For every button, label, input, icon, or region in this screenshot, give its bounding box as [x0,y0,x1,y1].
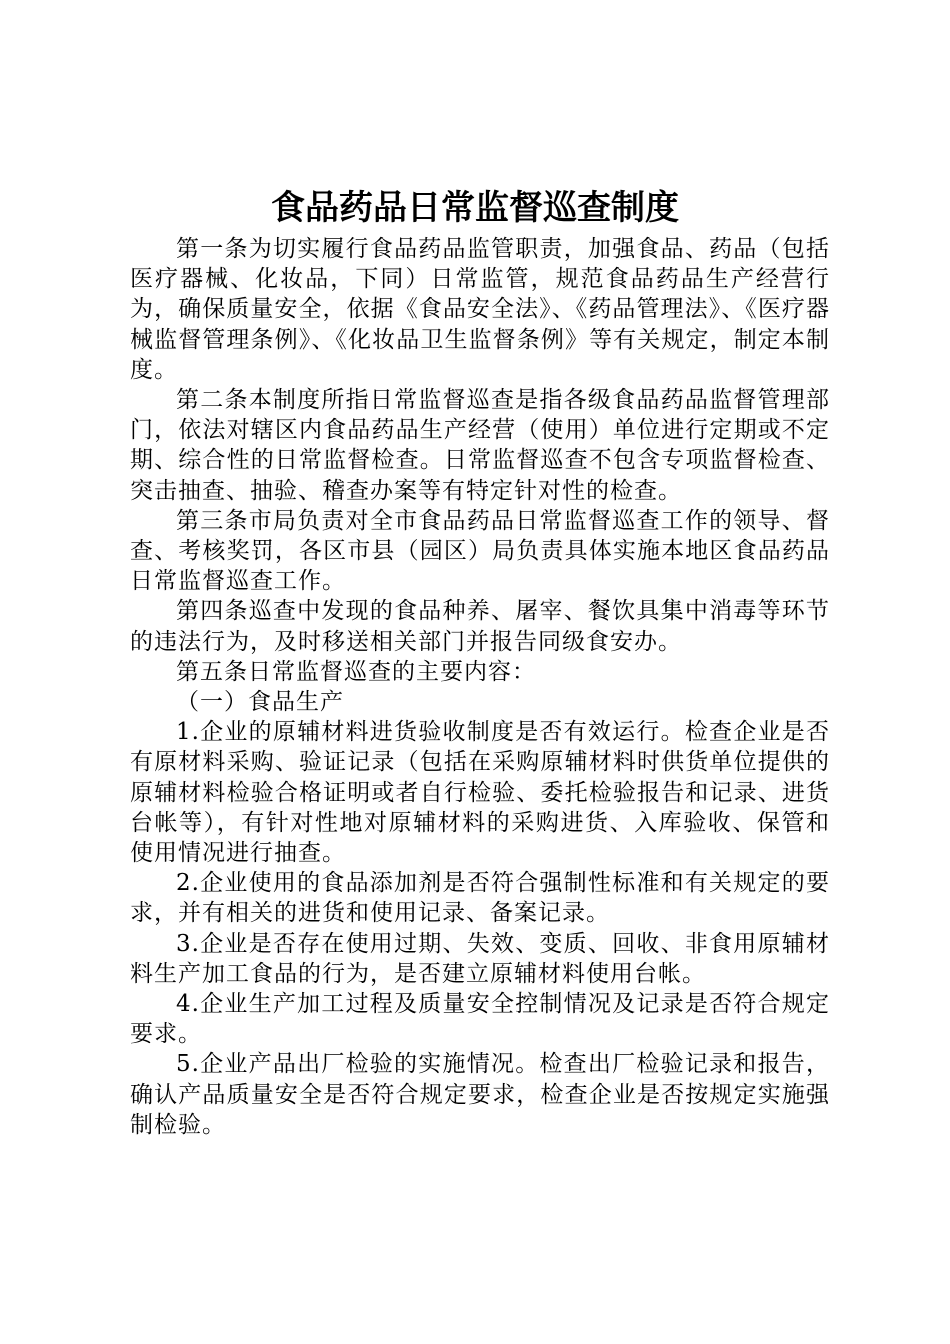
paragraph-article-2: 第二条本制度所指日常监督巡查是指各级食品药品监督管理部门，依法对辖区内食品药品生产经营（使用）单位进行定期或不定期、综合性的日常监督检查。日常监督巡查不包含专项监督检查、突击抽查、抽验、稽查办案等有特定针对性的检查。 [130,387,830,504]
paragraph-article-1: 第一条为切实履行食品药品监管职责，加强食品、药品（包括医疗器械、化妆品，下同）日常监管，规范食品药品生产经营行为，确保质量安全，依据《食品安全法》、《药品管理法》、《医疗器械监督管理条例》、《化妆品卫生监督条例》等有关规定，制定本制度。 [130,236,830,383]
list-item-2: 2.企业使用的食品添加剂是否符合强制性标准和有关规定的要求，并有相关的进货和使用记录、备案记录。 [130,870,830,927]
list-item-5: 5.企业产品出厂检验的实施情况。检查出厂检验记录和报告，确认产品质量安全是否符合规定要求，检查企业是否按规定实施强制检验。 [130,1051,830,1138]
document-body [130,234,830,1140]
paragraph-article-5: 第五条日常监督巡查的主要内容： [176,658,536,685]
list-item-4: 4.企业生产加工过程及质量安全控制情况及记录是否符合规定要求。 [130,991,830,1048]
paragraph-article-3: 第三条市局负责对全市食品药品日常监督巡查工作的领导、督查、考核奖罚，各区市县（园区）局负责具体实施本地区食品药品日常监督巡查工作。 [130,507,830,595]
paragraph-article-4: 第四条巡查中发现的食品种养、屠宰、餐饮具集中消毒等环节的违法行为，及时移送相关部门并报告同级食安办。 [130,598,830,655]
section-heading-food-production: （一）食品生产 [176,689,344,716]
document-title: 食品药品日常监督巡查制度 [271,188,679,228]
list-item-3: 3.企业是否存在使用过期、失效、变质、回收、非食用原辅材料生产加工食品的行为，是否建立原辅材料使用台帐。 [130,930,830,987]
list-item-1: 1.企业的原辅材料进货验收制度是否有效运行。检查企业是否有原材料采购、验证记录（包括在采购原辅材料时供货单位提供的原辅材料检验合格证明或者自行检验、委托检验报告和记录、进货台帐等），有针对性地对原辅材料的采购进货、入库验收、保管和使用情况进行抽查。 [130,719,830,867]
